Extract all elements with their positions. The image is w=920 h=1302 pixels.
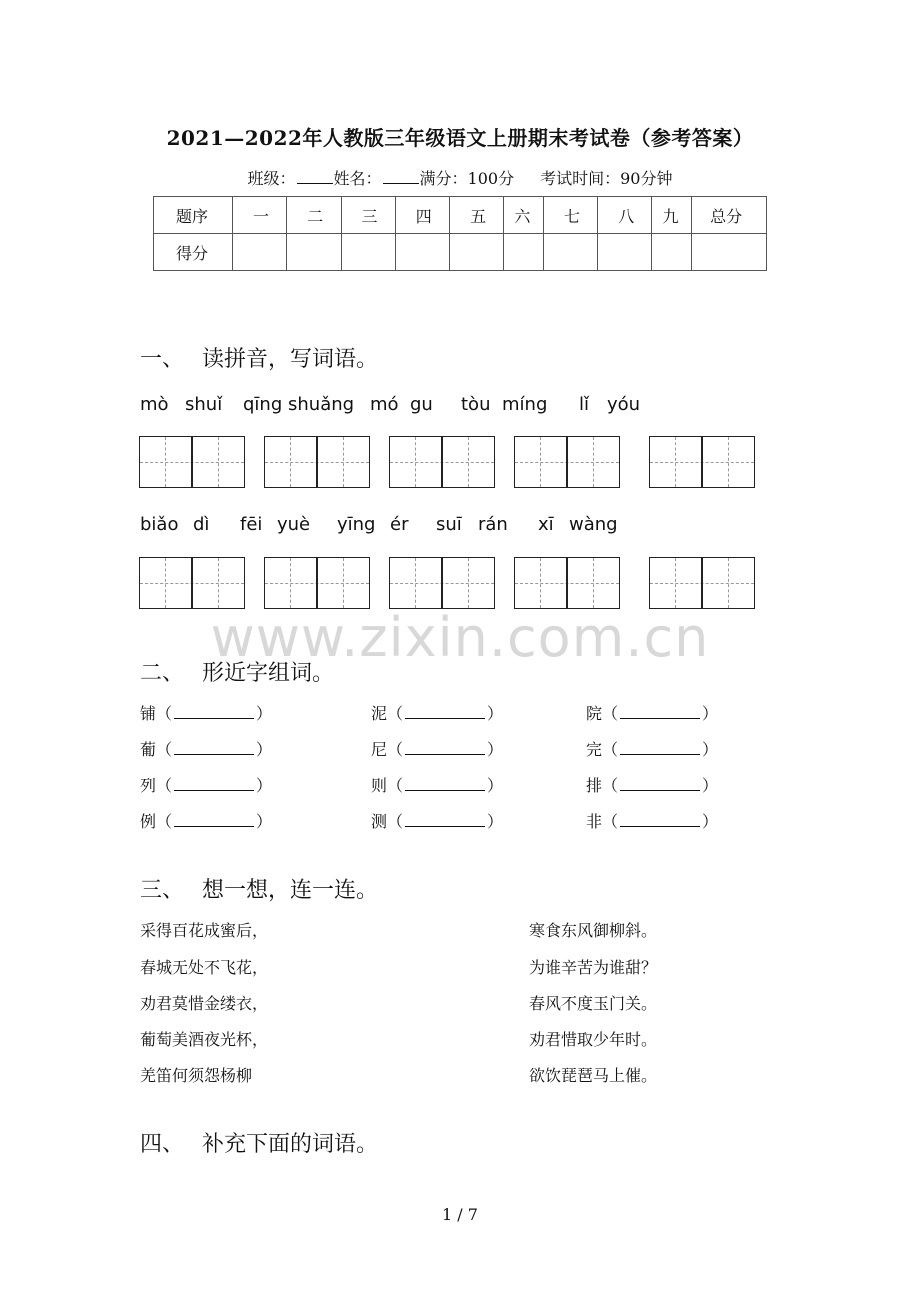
answer-blank[interactable] [174, 740, 254, 755]
poem-line-left[interactable]: 葡萄美酒夜光杯， [140, 1030, 269, 1049]
word-item [586, 809, 718, 832]
paren-open: （ [387, 740, 404, 759]
char: 非 [586, 812, 603, 831]
answer-blank[interactable] [174, 812, 254, 827]
section-number: 二、 [140, 661, 185, 686]
paren-close: ） [702, 812, 719, 831]
pinyin: lǐ [579, 394, 590, 415]
class-blank[interactable] [297, 169, 333, 184]
char: 完 [586, 740, 603, 759]
char: 泥 [371, 704, 388, 723]
answer-blank[interactable] [620, 740, 700, 755]
char: 院 [586, 704, 603, 723]
writing-grid[interactable] [389, 557, 495, 609]
paren-open: （ [602, 776, 619, 795]
char: 测 [371, 812, 388, 831]
score-header-cell: 九 [652, 197, 692, 234]
score-cell[interactable] [504, 234, 544, 271]
answer-blank[interactable] [405, 740, 485, 755]
score-cell[interactable] [287, 234, 341, 271]
pinyin: biǎo [140, 514, 179, 535]
answer-blank[interactable] [620, 812, 700, 827]
pinyin: tòu [461, 394, 491, 415]
full-score: 满分：100分 [419, 169, 515, 188]
word-item [586, 701, 718, 724]
section-2-heading [140, 656, 334, 687]
score-header-cell: 题序 [154, 197, 233, 234]
paren-open: （ [387, 812, 404, 831]
score-cell[interactable] [543, 234, 597, 271]
section-3-heading [140, 873, 378, 904]
poem-line-left[interactable]: 春城无处不飞花， [140, 958, 269, 977]
paren-close: ） [487, 704, 504, 723]
score-header-cell: 八 [598, 197, 652, 234]
score-table-header-row [154, 197, 767, 234]
name-label: 姓名： [333, 169, 382, 188]
score-row-label: 得分 [154, 234, 233, 271]
pinyin: fēi [240, 514, 263, 535]
class-label: 班级： [247, 169, 296, 188]
answer-blank[interactable] [620, 776, 700, 791]
page-number: 1 / 7 [442, 1205, 478, 1224]
paren-close: ） [256, 776, 273, 795]
paren-close: ） [702, 776, 719, 795]
writing-grid[interactable] [514, 557, 620, 609]
page-title: 2021—2022年人教版三年级语文上册期末考试卷（参考答案） [166, 126, 754, 150]
writing-grid[interactable] [649, 436, 755, 488]
paren-close: ） [702, 704, 719, 723]
pinyin: dì [193, 514, 210, 535]
score-header-cell: 三 [341, 197, 395, 234]
writing-grid[interactable] [264, 436, 370, 488]
paren-open: （ [602, 812, 619, 831]
answer-blank[interactable] [620, 704, 700, 719]
paren-close: ） [487, 740, 504, 759]
pinyin: shuǎng [288, 394, 355, 415]
exam-info-line [0, 166, 920, 189]
answer-blank[interactable] [405, 704, 485, 719]
paren-open: （ [156, 704, 173, 723]
paren-open: （ [387, 776, 404, 795]
char: 则 [371, 776, 388, 795]
section-title: 形近字组词。 [202, 661, 335, 686]
poem-line-left[interactable]: 羌笛何须怨杨柳 [140, 1066, 253, 1085]
exam-time: 考试时间：90分钟 [540, 169, 673, 188]
paren-open: （ [387, 704, 404, 723]
paren-close: ） [702, 740, 719, 759]
score-header-cell: 二 [287, 197, 341, 234]
pinyin: mò [140, 394, 169, 415]
writing-grid[interactable] [389, 436, 495, 488]
word-item [140, 809, 272, 832]
section-1-heading [140, 342, 378, 373]
writing-grid[interactable] [139, 436, 245, 488]
paren-open: （ [156, 812, 173, 831]
section-number: 四、 [140, 1132, 185, 1157]
pinyin: yuè [277, 514, 311, 535]
paren-open: （ [156, 740, 173, 759]
word-item [586, 773, 718, 796]
pinyin: rán [478, 514, 508, 535]
answer-blank[interactable] [174, 776, 254, 791]
pinyin: yīng [337, 514, 376, 535]
pinyin: mó [370, 394, 399, 415]
score-header-cell: 四 [395, 197, 449, 234]
poem-line-left[interactable]: 劝君莫惜金缕衣， [140, 994, 269, 1013]
char: 铺 [140, 704, 157, 723]
char: 葡 [140, 740, 157, 759]
section-number: 一、 [140, 347, 185, 372]
char: 列 [140, 776, 157, 795]
section-4-heading [140, 1127, 378, 1158]
answer-blank[interactable] [405, 812, 485, 827]
name-blank[interactable] [383, 169, 419, 184]
poem-line-right[interactable]: 欲饮琵琶马上催。 [529, 1066, 658, 1085]
pinyin: suī [436, 514, 462, 535]
word-item [371, 773, 503, 796]
poem-line-right[interactable]: 劝君惜取少年时。 [529, 1030, 658, 1049]
poem-line-right[interactable]: 春风不度玉门关。 [529, 994, 658, 1013]
score-table [153, 196, 767, 271]
word-item [371, 701, 503, 724]
score-cell[interactable] [341, 234, 395, 271]
paren-close: ） [487, 776, 504, 795]
score-header-cell: 五 [450, 197, 504, 234]
word-item [371, 809, 503, 832]
score-header-cell: 一 [233, 197, 287, 234]
score-cell[interactable] [652, 234, 692, 271]
pinyin: ér [390, 514, 409, 535]
score-cell[interactable] [598, 234, 652, 271]
pinyin: xī [538, 514, 554, 535]
word-item [140, 737, 272, 760]
watermark: www.zixin.com.cn [210, 606, 710, 669]
section-title: 想一想，连一连。 [202, 878, 379, 903]
writing-grid[interactable] [514, 436, 620, 488]
score-header-cell: 六 [504, 197, 544, 234]
pinyin: qīng [243, 394, 283, 415]
word-item [140, 701, 272, 724]
pinyin: gu [410, 394, 433, 415]
poem-line-right[interactable]: 为谁辛苦为谁甜？ [529, 958, 658, 977]
word-item [140, 773, 272, 796]
paren-close: ） [256, 812, 273, 831]
score-cell[interactable] [395, 234, 449, 271]
word-item [371, 737, 503, 760]
score-cell[interactable] [692, 234, 767, 271]
paren-close: ） [256, 740, 273, 759]
score-table-score-row [154, 234, 767, 271]
score-header-cell: 总分 [692, 197, 767, 234]
section-number: 三、 [140, 878, 185, 903]
word-item [586, 737, 718, 760]
poem-line-left[interactable]: 采得百花成蜜后， [140, 921, 269, 940]
paren-open: （ [156, 776, 173, 795]
pinyin: shuǐ [185, 394, 223, 415]
writing-grid[interactable] [139, 557, 245, 609]
score-cell[interactable] [450, 234, 504, 271]
writing-grid[interactable] [649, 557, 755, 609]
writing-grid[interactable] [264, 557, 370, 609]
paren-open: （ [602, 740, 619, 759]
pinyin: yóu [607, 394, 641, 415]
pinyin: míng [502, 394, 548, 415]
answer-blank[interactable] [405, 776, 485, 791]
answer-blank[interactable] [174, 704, 254, 719]
paren-close: ） [487, 812, 504, 831]
char: 排 [586, 776, 603, 795]
char: 例 [140, 812, 157, 831]
pinyin: wàng [569, 514, 618, 535]
paren-close: ） [256, 704, 273, 723]
paren-open: （ [602, 704, 619, 723]
score-header-cell: 七 [543, 197, 597, 234]
section-title: 读拼音，写词语。 [202, 347, 379, 372]
poem-line-right[interactable]: 寒食东风御柳斜。 [529, 921, 658, 940]
score-cell[interactable] [233, 234, 287, 271]
char: 尼 [371, 740, 388, 759]
section-title: 补充下面的词语。 [202, 1132, 379, 1157]
